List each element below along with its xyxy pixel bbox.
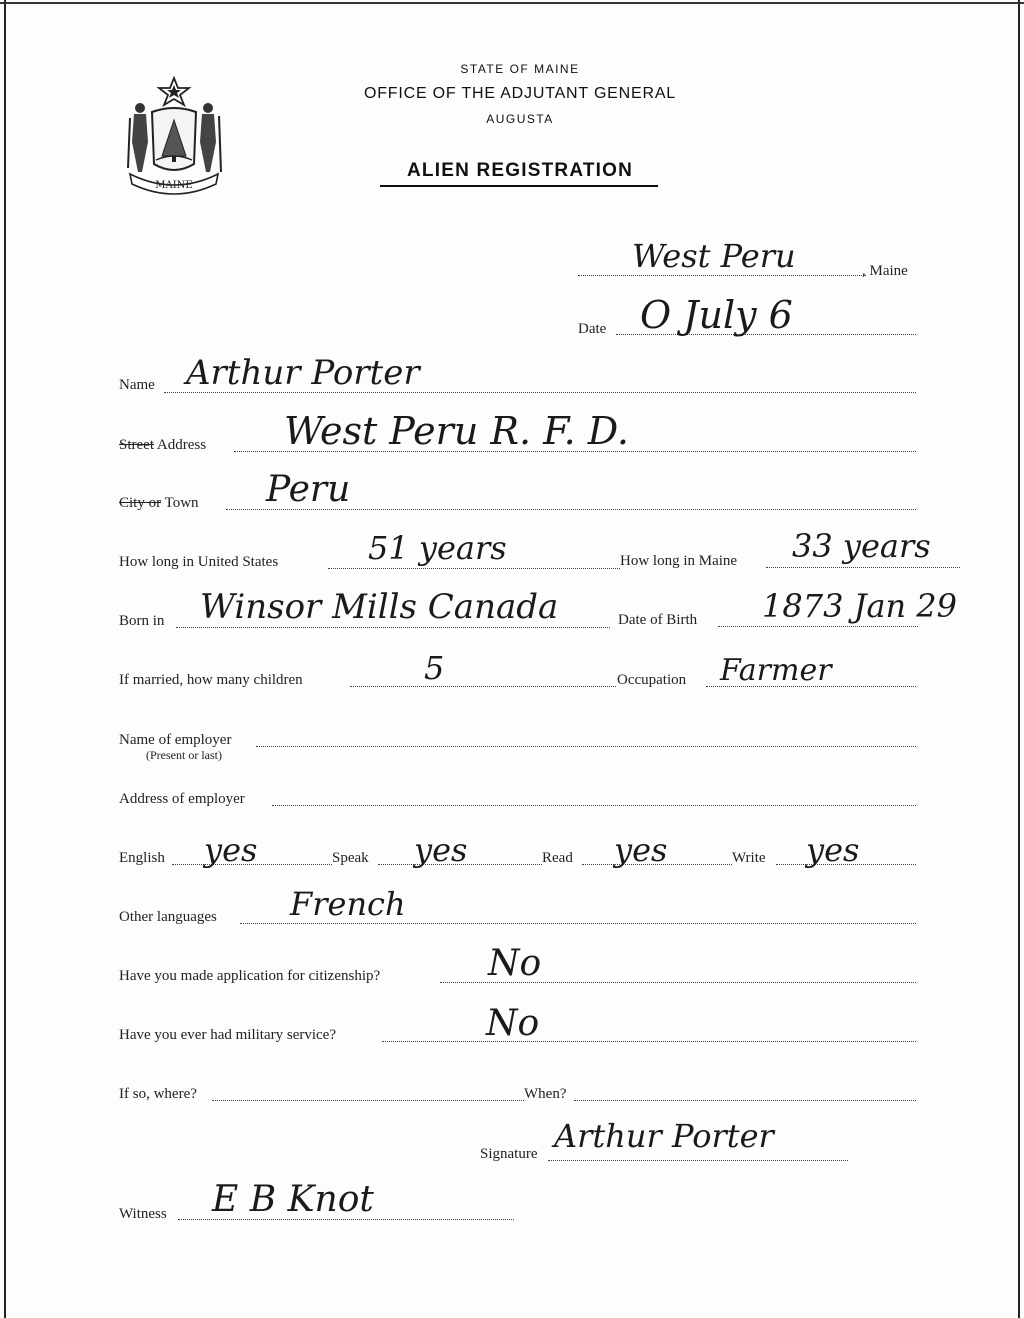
- employer-name-label: Name of employer: [119, 732, 232, 748]
- speak-label: Speak: [332, 850, 369, 866]
- form-title: ALIEN REGISTRATION: [406, 160, 634, 181]
- born-in-label: Born in: [119, 613, 165, 629]
- address-text-label: Address: [154, 437, 207, 453]
- citizenship-value: No: [488, 943, 542, 984]
- town-value: Peru: [266, 469, 351, 510]
- other-languages-label: Other languages: [119, 909, 217, 925]
- when-line: [574, 1100, 916, 1101]
- children-label: If married, how many children: [119, 672, 303, 688]
- title-underline: [380, 185, 658, 187]
- english-value: yes: [204, 831, 258, 869]
- military-value: No: [486, 1003, 540, 1044]
- children-value: 5: [424, 649, 445, 687]
- maine-state-seal-icon: [122, 76, 226, 198]
- witness-label: Witness: [119, 1206, 167, 1222]
- name-value: Arthur Porter: [186, 353, 420, 393]
- town-text-label: Town: [161, 495, 199, 511]
- born-in-value: Winsor Mills Canada: [200, 587, 559, 627]
- city-heading: AUGUSTA: [486, 112, 554, 126]
- born-in-line: [176, 627, 610, 628]
- other-languages-line: [240, 923, 916, 924]
- speak-value: yes: [414, 831, 468, 869]
- date-of-birth-line: [718, 626, 918, 627]
- how-long-us-line: [328, 568, 620, 569]
- place-line: [578, 275, 866, 276]
- employer-note-label: (Present or last): [146, 748, 222, 762]
- english-label: English: [119, 850, 165, 866]
- write-value: yes: [806, 831, 860, 869]
- read-label: Read: [542, 850, 573, 866]
- state-heading: STATE OF MAINE: [460, 62, 580, 76]
- how-long-us-value: 51 years: [368, 529, 507, 567]
- military-line: [382, 1041, 916, 1042]
- street-struck-label: Street: [119, 437, 154, 453]
- date-value: O July 6: [640, 293, 793, 337]
- place-suffix-label: , Maine: [862, 263, 908, 279]
- address-value: West Peru R. F. D.: [284, 409, 629, 453]
- city-struck-label: City or: [119, 495, 162, 511]
- top-border: [0, 2, 1024, 4]
- occupation-label: Occupation: [617, 672, 687, 688]
- date-of-birth-label: Date of Birth: [618, 612, 698, 628]
- name-label: Name: [119, 377, 155, 393]
- employer-address-line: [272, 805, 916, 806]
- if-so-where-label: If so, where?: [119, 1086, 197, 1102]
- right-border: [1018, 0, 1020, 1318]
- occupation-value: Farmer: [720, 653, 832, 688]
- employer-name-line: [256, 746, 916, 747]
- signature-label: Signature: [480, 1146, 538, 1162]
- write-label: Write: [732, 850, 766, 866]
- office-heading: OFFICE OF THE ADJUTANT GENERAL: [363, 85, 677, 102]
- read-value: yes: [614, 831, 668, 869]
- employer-address-label: Address of employer: [119, 791, 245, 807]
- children-line: [350, 686, 616, 687]
- place-value: West Peru: [632, 237, 796, 275]
- how-long-us-label: How long in United States: [119, 554, 279, 570]
- military-label: Have you ever had military service?: [119, 1027, 336, 1043]
- left-border: [4, 0, 6, 1318]
- citizenship-label: Have you made application for citizenship?: [119, 968, 381, 984]
- date-label: Date: [578, 321, 607, 337]
- witness-value: E B Knot: [212, 1179, 374, 1220]
- when-label: When?: [524, 1086, 567, 1102]
- how-long-maine-line: [766, 567, 960, 568]
- svg-text:MAINE: MAINE: [155, 180, 193, 191]
- other-languages-value: French: [290, 885, 406, 923]
- date-of-birth-value: 1873 Jan 29: [762, 587, 958, 625]
- signature-line: [548, 1160, 848, 1161]
- how-long-maine-label: How long in Maine: [620, 553, 738, 569]
- signature-value: Arthur Porter: [554, 1117, 774, 1155]
- town-label: [119, 495, 199, 512]
- address-label: [119, 437, 206, 454]
- how-long-maine-value: 33 years: [792, 527, 931, 565]
- if-so-where-line: [212, 1100, 524, 1101]
